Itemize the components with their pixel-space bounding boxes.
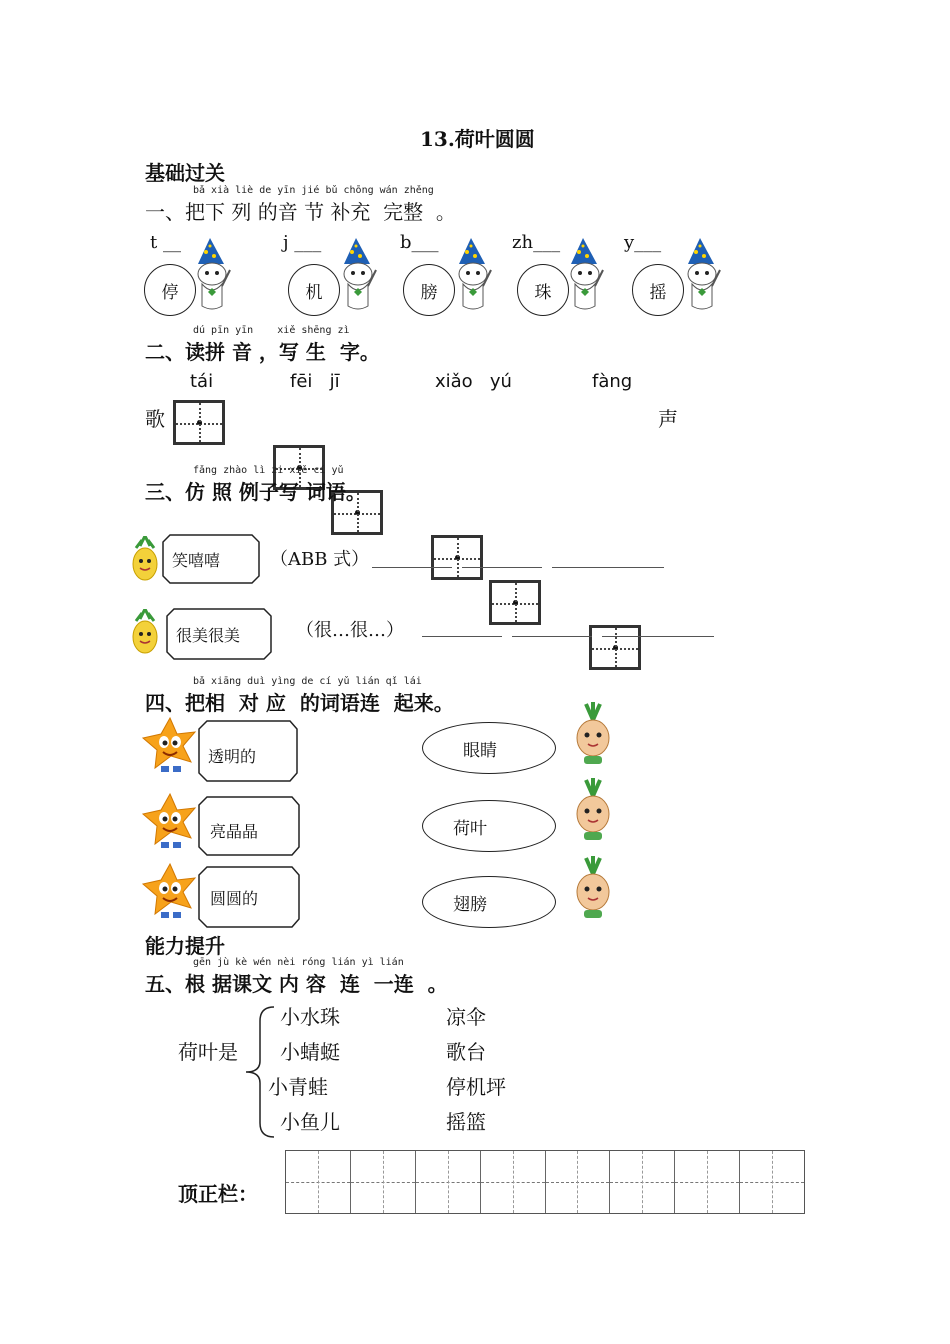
q5-heading: 五、根 据课文 内 容 连 一连 。 [145, 972, 448, 996]
pineapple-character-icon [128, 536, 162, 584]
writing-cell[interactable] [546, 1151, 611, 1213]
section-ability-heading: 能力提升 [145, 934, 225, 958]
writing-cell[interactable] [675, 1151, 740, 1213]
q4-right-word-label: 眼睛 [463, 740, 497, 761]
q4-left-word[interactable]: 亮晶晶 [210, 821, 259, 841]
wizard-cat-icon [561, 236, 605, 318]
q1-blank[interactable]: y___ [624, 232, 662, 253]
q5-left-item[interactable]: 小青蛙 [268, 1075, 328, 1099]
answer-blank[interactable] [462, 567, 542, 568]
answer-blank[interactable] [422, 636, 502, 637]
q5-subject: 荷叶是 [178, 1040, 238, 1064]
q4-right-word[interactable] [422, 722, 556, 774]
writing-cell[interactable] [351, 1151, 416, 1213]
q4-right-word-label: 荷叶 [453, 818, 487, 839]
q4-heading: 四、把相 对 应 的词语连 起来。 [145, 691, 454, 715]
q1-char: 膀 [420, 282, 438, 303]
writing-cell[interactable] [481, 1151, 546, 1213]
q1-char: 机 [305, 282, 323, 303]
q5-right-item[interactable]: 歌台 [446, 1040, 486, 1064]
tian-grid-box[interactable] [431, 535, 483, 580]
q1-blank[interactable]: t __ [150, 232, 181, 253]
q1-heading: 一、把下 列 的音 节 补充 完整 。 [145, 200, 456, 224]
wizard-cat-icon [334, 236, 378, 318]
q4-pinyin: bǎ xiāng duì yìng de cí yǔ lián qǐ lái [193, 676, 422, 687]
wizard-cat-icon [678, 236, 722, 318]
q4-left-word[interactable]: 透明的 [208, 746, 257, 766]
writing-cell[interactable] [740, 1151, 804, 1213]
q5-right-item[interactable]: 摇篮 [446, 1110, 486, 1134]
q2-word-pinyin: fàng [592, 371, 633, 392]
q2-word-pinyin: fēi jī [290, 371, 340, 392]
q2-heading: 二、读拼 音 ，写 生 字。 [145, 340, 380, 364]
q1-char-circle [403, 264, 455, 316]
q5-left-item[interactable]: 小水珠 [280, 1005, 340, 1029]
orange-star-character-icon [141, 792, 199, 850]
writing-cell[interactable] [286, 1151, 351, 1213]
pattern-label: （ABB 式） [270, 549, 370, 570]
tian-grid-box[interactable] [489, 580, 541, 625]
orange-star-character-icon [141, 862, 199, 920]
q5-pinyin: gēn jù kè wén nèi róng lián yì lián [193, 957, 404, 968]
example-word: 笑嘻嘻 [172, 550, 221, 570]
q1-char: 珠 [534, 282, 552, 303]
q1-char-circle [288, 264, 340, 316]
pattern-label: （很…很…） [296, 620, 404, 641]
correction-grid [285, 1150, 805, 1214]
answer-blank[interactable] [602, 636, 714, 637]
q1-blank[interactable]: j ___ [283, 232, 322, 253]
orange-star-character-icon [141, 716, 199, 774]
q4-left-word[interactable]: 圆圆的 [210, 888, 259, 908]
writing-cell[interactable] [416, 1151, 481, 1213]
q4-right-word[interactable] [422, 800, 556, 852]
q1-blank[interactable]: zh___ [512, 232, 561, 253]
section-basic-heading: 基础过关 [145, 161, 225, 185]
q5-left-item[interactable]: 小蜻蜓 [280, 1040, 340, 1064]
q2-prefix-char: 歌 [145, 407, 165, 431]
wizard-cat-icon [449, 236, 493, 318]
example-word: 很美很美 [176, 625, 241, 645]
turnip-character-icon [570, 856, 616, 920]
q1-char: 停 [161, 282, 179, 303]
q4-right-word[interactable] [422, 876, 556, 928]
q1-char: 摇 [649, 282, 667, 303]
answer-blank[interactable] [552, 567, 664, 568]
q5-left-item[interactable]: 小鱼儿 [280, 1110, 340, 1134]
turnip-character-icon [570, 778, 616, 842]
q2-pinyin: dú pīn yīn xiě shēng zì [193, 325, 350, 336]
answer-blank[interactable] [372, 567, 452, 568]
q1-char-circle [632, 264, 684, 316]
wizard-cat-icon [188, 236, 232, 318]
q5-right-item[interactable]: 凉伞 [446, 1005, 486, 1029]
pineapple-character-icon [128, 609, 162, 657]
answer-blank[interactable] [512, 636, 592, 637]
tian-grid-box[interactable] [589, 625, 641, 670]
q2-suffix-char: 声 [658, 407, 678, 431]
q5-right-item[interactable]: 停机坪 [446, 1075, 506, 1099]
q2-word-pinyin: xiǎo yú [435, 371, 512, 392]
tian-grid-box[interactable] [173, 400, 225, 445]
q3-pinyin: fǎng zhào lì zi xiě cí yǔ [193, 465, 344, 476]
q2-word-pinyin: tái [190, 371, 214, 392]
page-title: 13.荷叶圆圆 [420, 127, 535, 151]
writing-cell[interactable] [610, 1151, 675, 1213]
turnip-character-icon [570, 702, 616, 766]
q1-blank[interactable]: b___ [400, 232, 439, 253]
q4-right-word-label: 翅膀 [453, 894, 487, 915]
q3-heading: 三、仿 照 例子写 词语。 [145, 480, 366, 504]
q1-pinyin: bǎ xià liè de yīn jié bǔ chōng wán zhěng [193, 185, 434, 196]
correction-label: 顶正栏： [178, 1182, 258, 1206]
